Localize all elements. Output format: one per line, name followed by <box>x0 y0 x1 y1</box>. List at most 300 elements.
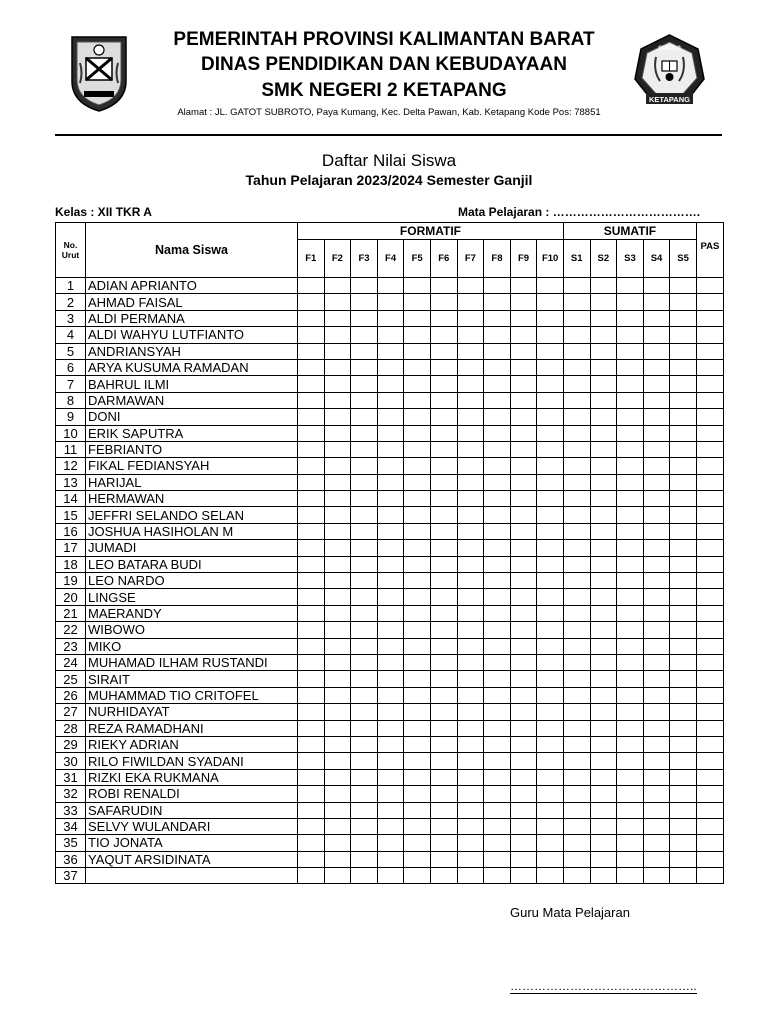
score-cell[interactable] <box>590 343 617 359</box>
score-cell[interactable] <box>457 638 484 654</box>
score-cell[interactable] <box>590 589 617 605</box>
score-cell[interactable] <box>324 573 351 589</box>
score-cell[interactable] <box>298 491 325 507</box>
score-cell[interactable] <box>404 507 431 523</box>
score-cell[interactable] <box>298 851 325 867</box>
score-cell[interactable] <box>696 458 723 474</box>
score-cell[interactable] <box>510 687 537 703</box>
score-cell[interactable] <box>457 507 484 523</box>
score-cell[interactable] <box>510 802 537 818</box>
score-cell[interactable] <box>643 310 670 326</box>
score-cell[interactable] <box>696 654 723 670</box>
score-cell[interactable] <box>590 654 617 670</box>
score-cell[interactable] <box>590 638 617 654</box>
score-cell[interactable] <box>643 769 670 785</box>
score-cell[interactable] <box>430 523 457 539</box>
score-cell[interactable] <box>351 441 378 457</box>
score-cell[interactable] <box>563 605 590 621</box>
score-cell[interactable] <box>537 278 564 294</box>
score-cell[interactable] <box>377 589 404 605</box>
score-cell[interactable] <box>404 491 431 507</box>
score-cell[interactable] <box>670 310 697 326</box>
score-cell[interactable] <box>377 491 404 507</box>
score-cell[interactable] <box>643 802 670 818</box>
score-cell[interactable] <box>404 573 431 589</box>
score-cell[interactable] <box>537 540 564 556</box>
score-cell[interactable] <box>643 622 670 638</box>
score-cell[interactable] <box>457 540 484 556</box>
score-cell[interactable] <box>430 458 457 474</box>
score-cell[interactable] <box>457 392 484 408</box>
score-cell[interactable] <box>643 589 670 605</box>
score-cell[interactable] <box>298 786 325 802</box>
score-cell[interactable] <box>670 327 697 343</box>
score-cell[interactable] <box>430 622 457 638</box>
score-cell[interactable] <box>430 425 457 441</box>
score-cell[interactable] <box>430 769 457 785</box>
score-cell[interactable] <box>670 704 697 720</box>
score-cell[interactable] <box>563 573 590 589</box>
score-cell[interactable] <box>590 687 617 703</box>
score-cell[interactable] <box>404 654 431 670</box>
score-cell[interactable] <box>377 409 404 425</box>
score-cell[interactable] <box>696 868 723 884</box>
score-cell[interactable] <box>324 851 351 867</box>
score-cell[interactable] <box>404 671 431 687</box>
score-cell[interactable] <box>696 573 723 589</box>
score-cell[interactable] <box>377 343 404 359</box>
score-cell[interactable] <box>457 327 484 343</box>
score-cell[interactable] <box>298 638 325 654</box>
score-cell[interactable] <box>590 851 617 867</box>
score-cell[interactable] <box>563 474 590 490</box>
score-cell[interactable] <box>563 409 590 425</box>
score-cell[interactable] <box>484 294 511 310</box>
score-cell[interactable] <box>643 294 670 310</box>
score-cell[interactable] <box>537 654 564 670</box>
score-cell[interactable] <box>430 638 457 654</box>
score-cell[interactable] <box>298 622 325 638</box>
score-cell[interactable] <box>377 327 404 343</box>
score-cell[interactable] <box>457 491 484 507</box>
score-cell[interactable] <box>404 589 431 605</box>
score-cell[interactable] <box>696 720 723 736</box>
score-cell[interactable] <box>617 589 644 605</box>
score-cell[interactable] <box>696 818 723 834</box>
score-cell[interactable] <box>537 310 564 326</box>
score-cell[interactable] <box>324 556 351 572</box>
score-cell[interactable] <box>351 409 378 425</box>
score-cell[interactable] <box>643 818 670 834</box>
score-cell[interactable] <box>617 392 644 408</box>
score-cell[interactable] <box>351 327 378 343</box>
score-cell[interactable] <box>696 392 723 408</box>
score-cell[interactable] <box>563 736 590 752</box>
score-cell[interactable] <box>351 343 378 359</box>
score-cell[interactable] <box>377 310 404 326</box>
score-cell[interactable] <box>377 802 404 818</box>
score-cell[interactable] <box>351 818 378 834</box>
score-cell[interactable] <box>484 802 511 818</box>
score-cell[interactable] <box>590 507 617 523</box>
score-cell[interactable] <box>324 310 351 326</box>
score-cell[interactable] <box>696 769 723 785</box>
score-cell[interactable] <box>537 835 564 851</box>
score-cell[interactable] <box>298 359 325 375</box>
score-cell[interactable] <box>563 868 590 884</box>
score-cell[interactable] <box>643 540 670 556</box>
score-cell[interactable] <box>643 687 670 703</box>
score-cell[interactable] <box>590 704 617 720</box>
score-cell[interactable] <box>404 622 431 638</box>
score-cell[interactable] <box>457 687 484 703</box>
score-cell[interactable] <box>351 294 378 310</box>
score-cell[interactable] <box>590 720 617 736</box>
score-cell[interactable] <box>643 851 670 867</box>
score-cell[interactable] <box>298 720 325 736</box>
score-cell[interactable] <box>510 540 537 556</box>
score-cell[interactable] <box>590 556 617 572</box>
score-cell[interactable] <box>696 786 723 802</box>
score-cell[interactable] <box>643 474 670 490</box>
score-cell[interactable] <box>484 835 511 851</box>
score-cell[interactable] <box>590 294 617 310</box>
score-cell[interactable] <box>510 835 537 851</box>
score-cell[interactable] <box>430 704 457 720</box>
score-cell[interactable] <box>696 491 723 507</box>
score-cell[interactable] <box>670 622 697 638</box>
score-cell[interactable] <box>324 605 351 621</box>
score-cell[interactable] <box>484 343 511 359</box>
score-cell[interactable] <box>510 868 537 884</box>
score-cell[interactable] <box>590 605 617 621</box>
score-cell[interactable] <box>617 359 644 375</box>
score-cell[interactable] <box>430 474 457 490</box>
score-cell[interactable] <box>351 474 378 490</box>
score-cell[interactable] <box>351 491 378 507</box>
score-cell[interactable] <box>617 671 644 687</box>
score-cell[interactable] <box>617 376 644 392</box>
score-cell[interactable] <box>643 638 670 654</box>
score-cell[interactable] <box>430 654 457 670</box>
score-cell[interactable] <box>430 589 457 605</box>
score-cell[interactable] <box>617 638 644 654</box>
score-cell[interactable] <box>563 507 590 523</box>
score-cell[interactable] <box>404 343 431 359</box>
score-cell[interactable] <box>404 638 431 654</box>
score-cell[interactable] <box>351 605 378 621</box>
score-cell[interactable] <box>457 409 484 425</box>
score-cell[interactable] <box>404 818 431 834</box>
score-cell[interactable] <box>696 605 723 621</box>
score-cell[interactable] <box>617 540 644 556</box>
score-cell[interactable] <box>484 769 511 785</box>
score-cell[interactable] <box>298 753 325 769</box>
score-cell[interactable] <box>617 523 644 539</box>
score-cell[interactable] <box>298 425 325 441</box>
score-cell[interactable] <box>430 868 457 884</box>
score-cell[interactable] <box>404 736 431 752</box>
score-cell[interactable] <box>617 769 644 785</box>
score-cell[interactable] <box>617 736 644 752</box>
score-cell[interactable] <box>670 540 697 556</box>
score-cell[interactable] <box>537 720 564 736</box>
score-cell[interactable] <box>404 802 431 818</box>
score-cell[interactable] <box>484 556 511 572</box>
score-cell[interactable] <box>484 654 511 670</box>
score-cell[interactable] <box>563 769 590 785</box>
score-cell[interactable] <box>510 654 537 670</box>
score-cell[interactable] <box>563 327 590 343</box>
score-cell[interactable] <box>484 376 511 392</box>
score-cell[interactable] <box>590 753 617 769</box>
score-cell[interactable] <box>430 294 457 310</box>
score-cell[interactable] <box>696 835 723 851</box>
score-cell[interactable] <box>670 474 697 490</box>
score-cell[interactable] <box>377 425 404 441</box>
score-cell[interactable] <box>298 769 325 785</box>
score-cell[interactable] <box>537 802 564 818</box>
score-cell[interactable] <box>643 425 670 441</box>
score-cell[interactable] <box>670 868 697 884</box>
score-cell[interactable] <box>510 753 537 769</box>
score-cell[interactable] <box>670 376 697 392</box>
score-cell[interactable] <box>430 507 457 523</box>
score-cell[interactable] <box>484 868 511 884</box>
score-cell[interactable] <box>457 654 484 670</box>
score-cell[interactable] <box>484 818 511 834</box>
score-cell[interactable] <box>457 441 484 457</box>
score-cell[interactable] <box>537 327 564 343</box>
score-cell[interactable] <box>484 622 511 638</box>
score-cell[interactable] <box>590 769 617 785</box>
score-cell[interactable] <box>484 409 511 425</box>
score-cell[interactable] <box>617 441 644 457</box>
score-cell[interactable] <box>324 736 351 752</box>
score-cell[interactable] <box>537 458 564 474</box>
score-cell[interactable] <box>404 753 431 769</box>
score-cell[interactable] <box>537 556 564 572</box>
score-cell[interactable] <box>643 556 670 572</box>
score-cell[interactable] <box>377 540 404 556</box>
score-cell[interactable] <box>430 392 457 408</box>
score-cell[interactable] <box>537 343 564 359</box>
score-cell[interactable] <box>670 409 697 425</box>
score-cell[interactable] <box>670 720 697 736</box>
score-cell[interactable] <box>510 425 537 441</box>
score-cell[interactable] <box>643 736 670 752</box>
score-cell[interactable] <box>377 376 404 392</box>
score-cell[interactable] <box>377 671 404 687</box>
score-cell[interactable] <box>670 769 697 785</box>
score-cell[interactable] <box>563 704 590 720</box>
score-cell[interactable] <box>643 458 670 474</box>
score-cell[interactable] <box>510 622 537 638</box>
score-cell[interactable] <box>430 671 457 687</box>
score-cell[interactable] <box>430 359 457 375</box>
score-cell[interactable] <box>430 310 457 326</box>
score-cell[interactable] <box>643 392 670 408</box>
score-cell[interactable] <box>563 786 590 802</box>
score-cell[interactable] <box>404 327 431 343</box>
score-cell[interactable] <box>298 818 325 834</box>
score-cell[interactable] <box>590 278 617 294</box>
score-cell[interactable] <box>298 327 325 343</box>
score-cell[interactable] <box>457 310 484 326</box>
score-cell[interactable] <box>324 392 351 408</box>
score-cell[interactable] <box>484 523 511 539</box>
score-cell[interactable] <box>457 343 484 359</box>
score-cell[interactable] <box>430 605 457 621</box>
score-cell[interactable] <box>643 491 670 507</box>
score-cell[interactable] <box>563 835 590 851</box>
score-cell[interactable] <box>324 753 351 769</box>
score-cell[interactable] <box>377 573 404 589</box>
score-cell[interactable] <box>351 835 378 851</box>
score-cell[interactable] <box>324 769 351 785</box>
score-cell[interactable] <box>617 704 644 720</box>
score-cell[interactable] <box>377 359 404 375</box>
score-cell[interactable] <box>298 278 325 294</box>
score-cell[interactable] <box>457 376 484 392</box>
score-cell[interactable] <box>590 491 617 507</box>
score-cell[interactable] <box>430 818 457 834</box>
score-cell[interactable] <box>351 540 378 556</box>
score-cell[interactable] <box>484 736 511 752</box>
score-cell[interactable] <box>484 851 511 867</box>
score-cell[interactable] <box>404 704 431 720</box>
score-cell[interactable] <box>696 474 723 490</box>
score-cell[interactable] <box>324 278 351 294</box>
score-cell[interactable] <box>351 736 378 752</box>
score-cell[interactable] <box>643 327 670 343</box>
score-cell[interactable] <box>484 573 511 589</box>
score-cell[interactable] <box>510 736 537 752</box>
score-cell[interactable] <box>563 540 590 556</box>
score-cell[interactable] <box>670 671 697 687</box>
score-cell[interactable] <box>696 540 723 556</box>
score-cell[interactable] <box>563 523 590 539</box>
score-cell[interactable] <box>696 376 723 392</box>
score-cell[interactable] <box>696 622 723 638</box>
score-cell[interactable] <box>351 638 378 654</box>
score-cell[interactable] <box>617 802 644 818</box>
score-cell[interactable] <box>430 343 457 359</box>
score-cell[interactable] <box>484 687 511 703</box>
score-cell[interactable] <box>377 507 404 523</box>
score-cell[interactable] <box>590 425 617 441</box>
score-cell[interactable] <box>484 474 511 490</box>
score-cell[interactable] <box>670 294 697 310</box>
score-cell[interactable] <box>377 654 404 670</box>
score-cell[interactable] <box>670 392 697 408</box>
score-cell[interactable] <box>298 376 325 392</box>
score-cell[interactable] <box>484 786 511 802</box>
score-cell[interactable] <box>430 736 457 752</box>
score-cell[interactable] <box>430 786 457 802</box>
score-cell[interactable] <box>404 376 431 392</box>
score-cell[interactable] <box>510 327 537 343</box>
score-cell[interactable] <box>377 474 404 490</box>
score-cell[interactable] <box>696 327 723 343</box>
score-cell[interactable] <box>484 605 511 621</box>
score-cell[interactable] <box>510 769 537 785</box>
score-cell[interactable] <box>377 605 404 621</box>
score-cell[interactable] <box>298 654 325 670</box>
score-cell[interactable] <box>510 605 537 621</box>
score-cell[interactable] <box>643 720 670 736</box>
score-cell[interactable] <box>670 441 697 457</box>
score-cell[interactable] <box>537 376 564 392</box>
score-cell[interactable] <box>324 720 351 736</box>
score-cell[interactable] <box>617 409 644 425</box>
score-cell[interactable] <box>298 868 325 884</box>
score-cell[interactable] <box>590 359 617 375</box>
score-cell[interactable] <box>457 736 484 752</box>
score-cell[interactable] <box>617 868 644 884</box>
score-cell[interactable] <box>510 310 537 326</box>
score-cell[interactable] <box>643 868 670 884</box>
score-cell[interactable] <box>563 638 590 654</box>
score-cell[interactable] <box>563 851 590 867</box>
score-cell[interactable] <box>404 359 431 375</box>
score-cell[interactable] <box>563 425 590 441</box>
score-cell[interactable] <box>537 573 564 589</box>
score-cell[interactable] <box>696 359 723 375</box>
score-cell[interactable] <box>430 441 457 457</box>
score-cell[interactable] <box>643 704 670 720</box>
score-cell[interactable] <box>457 458 484 474</box>
score-cell[interactable] <box>404 523 431 539</box>
score-cell[interactable] <box>617 654 644 670</box>
score-cell[interactable] <box>696 802 723 818</box>
score-cell[interactable] <box>351 556 378 572</box>
score-cell[interactable] <box>563 294 590 310</box>
score-cell[interactable] <box>590 671 617 687</box>
score-cell[interactable] <box>617 720 644 736</box>
score-cell[interactable] <box>457 753 484 769</box>
score-cell[interactable] <box>404 458 431 474</box>
score-cell[interactable] <box>563 818 590 834</box>
score-cell[interactable] <box>510 294 537 310</box>
score-cell[interactable] <box>298 294 325 310</box>
score-cell[interactable] <box>643 835 670 851</box>
score-cell[interactable] <box>430 556 457 572</box>
score-cell[interactable] <box>377 458 404 474</box>
score-cell[interactable] <box>670 654 697 670</box>
score-cell[interactable] <box>537 605 564 621</box>
score-cell[interactable] <box>298 573 325 589</box>
score-cell[interactable] <box>351 704 378 720</box>
score-cell[interactable] <box>696 687 723 703</box>
score-cell[interactable] <box>617 556 644 572</box>
score-cell[interactable] <box>590 622 617 638</box>
score-cell[interactable] <box>670 736 697 752</box>
score-cell[interactable] <box>563 589 590 605</box>
score-cell[interactable] <box>324 359 351 375</box>
score-cell[interactable] <box>404 720 431 736</box>
score-cell[interactable] <box>298 474 325 490</box>
score-cell[interactable] <box>537 392 564 408</box>
score-cell[interactable] <box>457 425 484 441</box>
score-cell[interactable] <box>457 851 484 867</box>
score-cell[interactable] <box>457 294 484 310</box>
score-cell[interactable] <box>324 491 351 507</box>
score-cell[interactable] <box>298 310 325 326</box>
score-cell[interactable] <box>696 589 723 605</box>
score-cell[interactable] <box>590 523 617 539</box>
score-cell[interactable] <box>377 638 404 654</box>
